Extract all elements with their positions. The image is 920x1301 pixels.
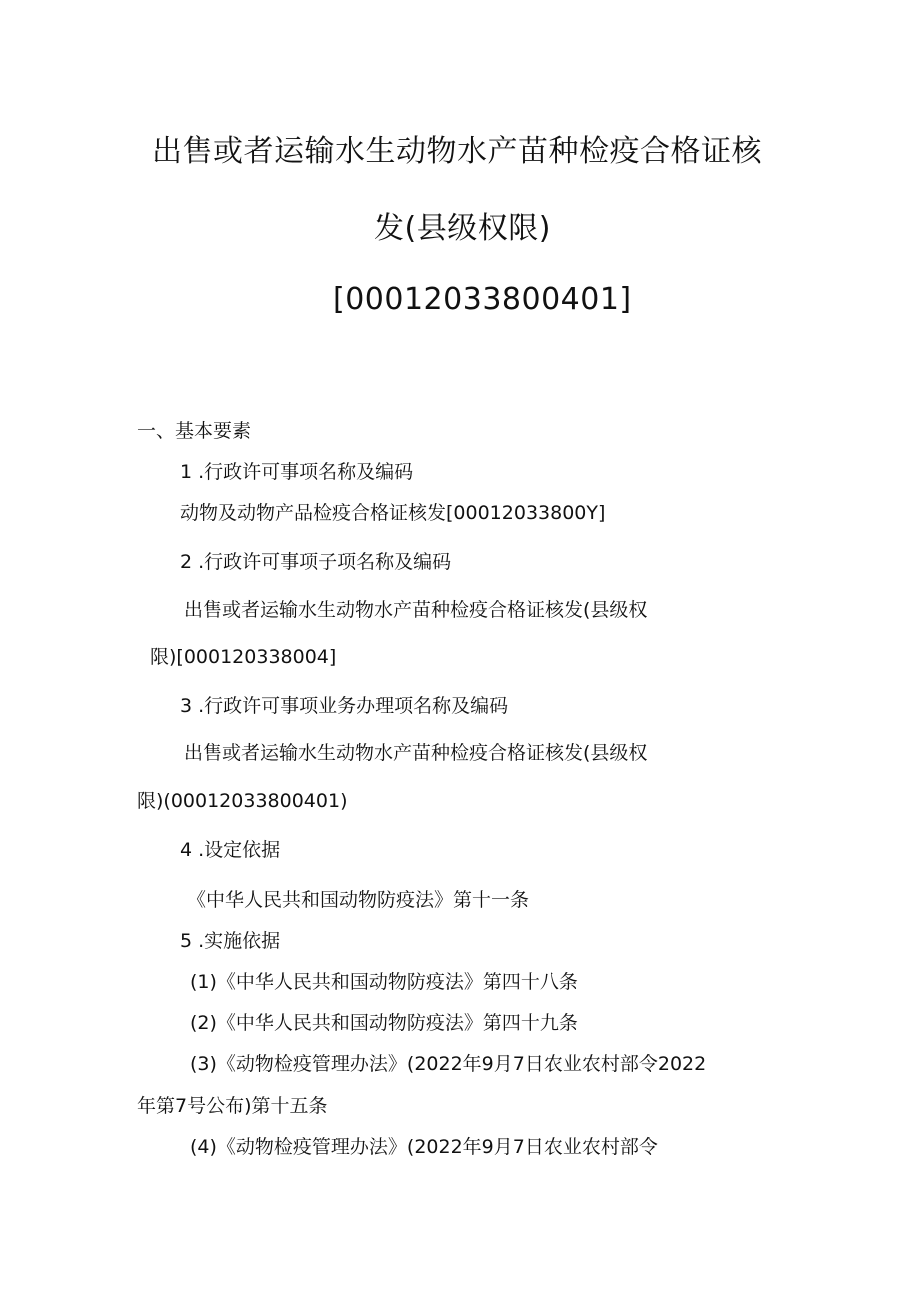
item-4-label: 4 .设定依据 <box>180 839 281 861</box>
item-5-line-2: (2)《中华人民共和国动物防疫法》第四十九条 <box>190 1012 578 1034</box>
item-5-line-5: (4)《动物检疫管理办法》(2022年9月7日农业农村部令 <box>190 1136 658 1158</box>
item-5-line-3: (3)《动物检疫管理办法》(2022年9月7日农业农村部令2022 <box>190 1053 707 1075</box>
item-5-line-4: 年第7号公布)第十五条 <box>137 1095 328 1117</box>
item-2-label: 2 .行政许可事项子项名称及编码 <box>180 551 452 573</box>
title-line-1: 出售或者运输水生动物水产苗种检疫合格证核 <box>152 134 762 169</box>
section-heading: 一、基本要素 <box>137 420 252 442</box>
item-3-label: 3 .行政许可事项业务办理项名称及编码 <box>180 695 509 717</box>
item-1-line-1: 动物及动物产品检疫合格证核发[00012033800Y] <box>180 502 606 524</box>
title-line-2: 发(县级权限) <box>374 211 551 246</box>
item-3-line-1: 出售或者运输水生动物水产苗种检疫合格证核发(县级权 <box>184 742 648 764</box>
item-5-line-1: (1)《中华人民共和国动物防疫法》第四十八条 <box>190 971 578 993</box>
item-5-label: 5 .实施依据 <box>180 930 281 952</box>
item-2-line-1: 出售或者运输水生动物水产苗种检疫合格证核发(县级权 <box>184 599 648 621</box>
item-1-label: 1 .行政许可事项名称及编码 <box>180 461 414 483</box>
item-4-line-1: 《中华人民共和国动物防疫法》第十一条 <box>187 889 530 911</box>
item-2-line-2: 限)[000120338004] <box>150 646 337 668</box>
item-3-line-2: 限)(00012033800401) <box>137 790 348 812</box>
title-code: [00012033800401] <box>333 282 632 317</box>
